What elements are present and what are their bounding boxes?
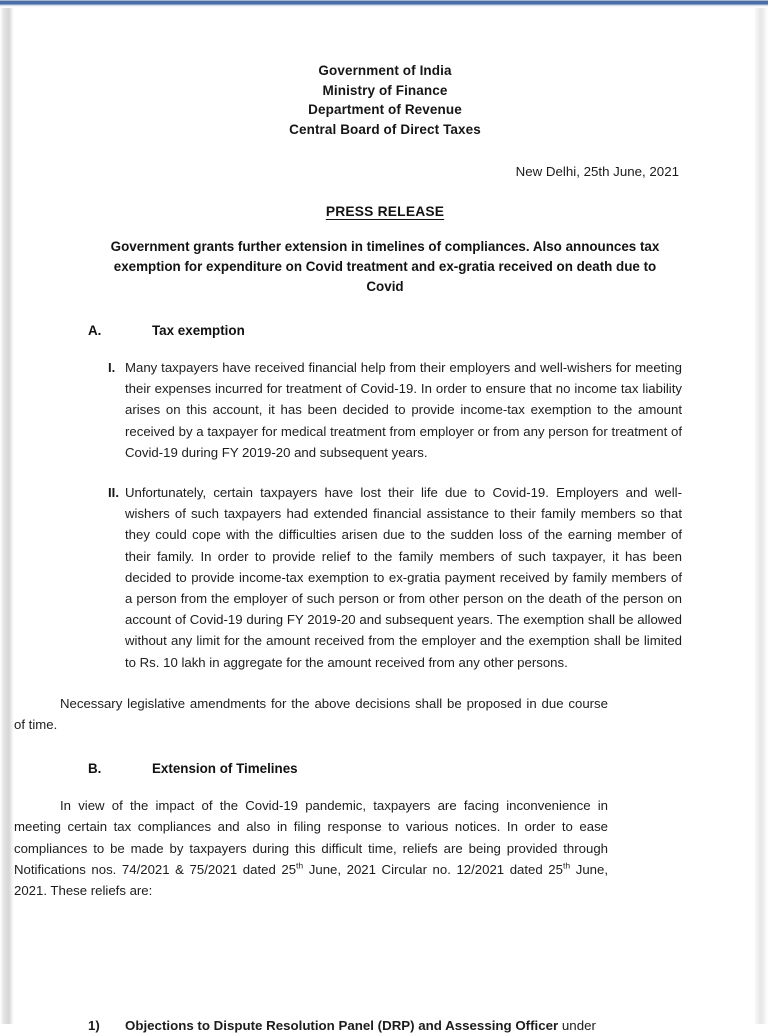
ordinal-suffix-icon-2: th <box>562 860 571 871</box>
letterhead <box>88 61 682 139</box>
document-page <box>14 8 754 1033</box>
cut-off-bold-text: Objections to Dispute Resolution Panel (DRP) and Assessing Officer <box>125 1018 559 1033</box>
section-a-item-2 <box>88 482 682 673</box>
section-a-item-1-text: Many taxpayers have received financial help from their employers and well-wishers for meeting their expenses incurred for treatment of Covid-19. In order to ensure that no income tax liability arises on this account, it has been decided to provide income-tax exemption to the amount received by a taxpayer for medical treatment from employer or from any person for treatment of Covid-19 during FY 2019-20 and subsequent years. <box>125 360 682 460</box>
subject-line-2: Also announces tax exemption for expenditure on Covid treatment and ex-gratia <box>113 239 660 274</box>
section-b-paragraph-part1: In view of the impact of the Covid-19 pandemic, taxpayers are facing inconvenience in meeting certain tax compliances and also in filing response to various notices. In order to ease compliances to be made by taxpayers during this difficult time, reliefs are being provided through Notifications nos. 74/2021 & 75/2021 dated 25 <box>14 798 608 877</box>
section-b-marker: B. <box>88 761 102 777</box>
dateline: New Delhi, 25th June, 2021 <box>515 164 679 179</box>
section-a-closing-paragraph: Necessary legislative amendments for the above decisions shall be proposed in due course of time. <box>14 695 608 733</box>
cut-off-list-item <box>88 1015 682 1036</box>
section-a-marker: A. <box>88 323 102 338</box>
section-b-paragraph <box>14 795 608 901</box>
section-a-heading <box>88 323 682 338</box>
section-b-title: Extension of Timelines <box>152 761 298 777</box>
section-a-item-2-marker: II. <box>108 485 119 501</box>
section-a-item-2-text: Unfortunately, certain taxpayers have lost their life due to Covid-19. Employers and well-wishers of such taxpayers had extended financial assistance to their family members so that they could cope with the difficulties arisen due to the sudden loss of the earning member of their family. In order to provide relief to the family members of such taxpayer, it has been decided to provide income-tax exemption to ex-gratia payment received by family members of a person from the employer of such person or from other person on the death of the person on account of Covid-19 during FY 2019-20 and subsequent years. The exemption shall be allowed without any limit for the amount received from the employer and the exemption shall be limited to Rs. 10 lakh in aggregate for the amount received from any other persons. <box>125 485 682 670</box>
section-a-item-1-marker: I. <box>108 360 116 375</box>
section-b-heading <box>88 761 682 776</box>
letterhead-line-2: Ministry of Finance <box>322 82 448 98</box>
viewer-top-accent-bar <box>0 0 768 8</box>
section-a-title: Tax exemption <box>152 323 245 338</box>
section-b-paragraph-part2: June, 2021 Circular no. 12/2021 dated 25 <box>303 861 563 877</box>
subject-block <box>88 237 682 297</box>
subject-line-1: Government grants further extension in timelines of compliances. <box>110 239 530 254</box>
ordinal-suffix-icon-1: th <box>296 860 304 871</box>
cut-off-list-marker: 1) <box>88 1018 100 1033</box>
cut-off-trailing-text: under <box>558 1018 596 1033</box>
press-release-heading-text: PRESS RELEASE <box>325 204 445 219</box>
letterhead-line-4: Central Board of Direct Taxes <box>289 121 481 137</box>
section-b-paragraph-part3: June, 2021. These reliefs are: <box>14 861 608 899</box>
cut-off-list-text <box>125 1015 596 1036</box>
letterhead-line-3: Department of Revenue <box>308 102 462 117</box>
section-a-item-1 <box>88 357 682 463</box>
subject-line-3: received on death due to Covid <box>366 259 657 294</box>
letterhead-line-1: Government of India <box>318 63 452 78</box>
document-content <box>14 8 754 901</box>
press-release-heading <box>88 204 682 219</box>
next-section-clipped-line <box>88 1015 682 1032</box>
